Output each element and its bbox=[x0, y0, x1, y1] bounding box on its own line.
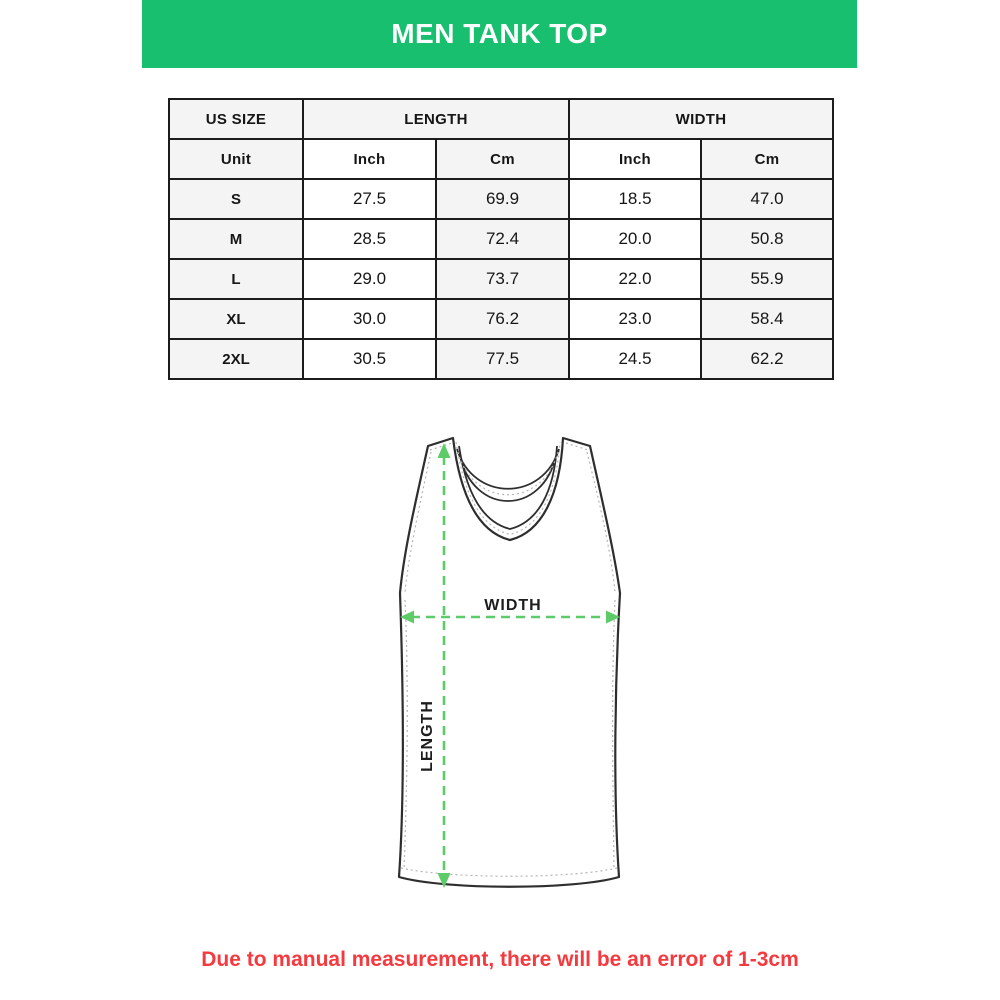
size-cell: L bbox=[169, 259, 303, 299]
measurement-disclaimer: Due to manual measurement, there will be an error of 1-3cm bbox=[201, 948, 799, 971]
value-cell: 30.0 bbox=[303, 299, 436, 339]
size-cell: S bbox=[169, 179, 303, 219]
table-row bbox=[169, 259, 833, 299]
unit-cell: Unit bbox=[169, 139, 303, 179]
value-cell: 27.5 bbox=[303, 179, 436, 219]
title-banner bbox=[142, 0, 857, 68]
value-cell: 72.4 bbox=[436, 219, 569, 259]
size-cell: 2XL bbox=[169, 339, 303, 379]
size-chart-table bbox=[168, 98, 834, 380]
table-row-groups bbox=[169, 99, 833, 139]
col-header-length: LENGTH bbox=[303, 99, 569, 139]
col-header-width: WIDTH bbox=[569, 99, 833, 139]
value-cell: 77.5 bbox=[436, 339, 569, 379]
value-cell: 69.9 bbox=[436, 179, 569, 219]
width-dimension-label: WIDTH bbox=[484, 597, 542, 614]
value-cell: 29.0 bbox=[303, 259, 436, 299]
table-row bbox=[169, 179, 833, 219]
value-cell: 22.0 bbox=[569, 259, 701, 299]
table-row bbox=[169, 219, 833, 259]
value-cell: 18.5 bbox=[569, 179, 701, 219]
value-cell: 24.5 bbox=[569, 339, 701, 379]
table-row bbox=[169, 339, 833, 379]
value-cell: 50.8 bbox=[701, 219, 833, 259]
value-cell: 30.5 bbox=[303, 339, 436, 379]
value-cell: 76.2 bbox=[436, 299, 569, 339]
unit-cell: Inch bbox=[303, 139, 436, 179]
unit-cell: Inch bbox=[569, 139, 701, 179]
size-chart-table-wrap bbox=[168, 98, 832, 380]
value-cell: 73.7 bbox=[436, 259, 569, 299]
size-cell: M bbox=[169, 219, 303, 259]
value-cell: 55.9 bbox=[701, 259, 833, 299]
page-title: MEN TANK TOP bbox=[391, 18, 608, 49]
table-row-units bbox=[169, 139, 833, 179]
value-cell: 47.0 bbox=[701, 179, 833, 219]
value-cell: 28.5 bbox=[303, 219, 436, 259]
tank-body-outline bbox=[399, 438, 620, 887]
unit-cell: Cm bbox=[701, 139, 833, 179]
value-cell: 20.0 bbox=[569, 219, 701, 259]
size-cell: XL bbox=[169, 299, 303, 339]
value-cell: 23.0 bbox=[569, 299, 701, 339]
table-row bbox=[169, 299, 833, 339]
length-dimension-label: LENGTH bbox=[419, 700, 436, 772]
col-header-us-size: US SIZE bbox=[169, 99, 303, 139]
value-cell: 58.4 bbox=[701, 299, 833, 339]
unit-cell: Cm bbox=[436, 139, 569, 179]
tank-top-illustration-svg bbox=[380, 420, 640, 900]
value-cell: 62.2 bbox=[701, 339, 833, 379]
tank-top-diagram bbox=[380, 420, 640, 900]
